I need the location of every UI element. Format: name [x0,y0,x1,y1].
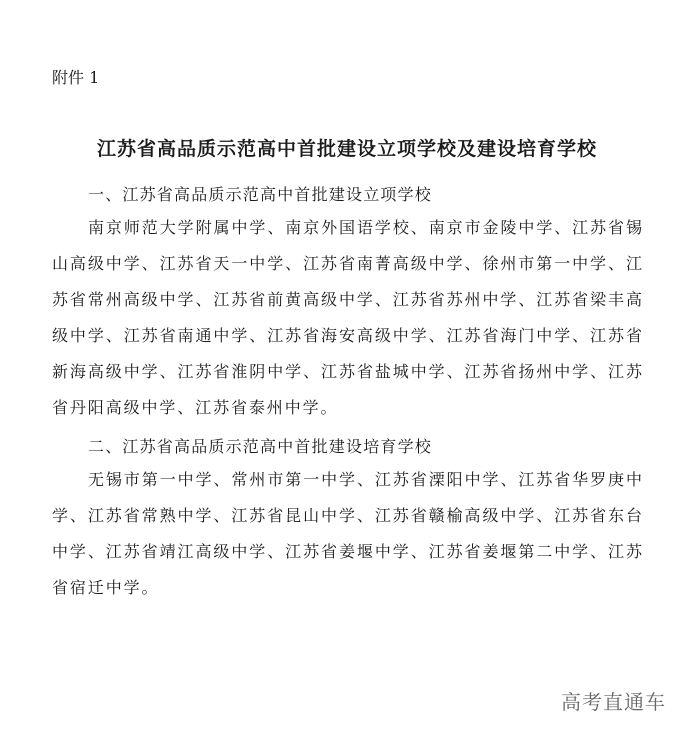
paragraph-line: 省宿迁中学。 [52,578,160,597]
paragraph-line: 新海高级中学、江苏省淮阴中学、江苏省盐城中学、江苏省扬州中学、江苏 [52,362,642,381]
attachment-label: 附件 1 [52,68,100,87]
paragraph-line: 级中学、江苏省南通中学、江苏省海安高级中学、江苏省海门中学、江苏省 [52,326,642,345]
paragraph-line: 南京师范大学附属中学、南京外国语学校、南京市金陵中学、江苏省锡 [88,218,642,237]
watermark: 高考直通车 [561,690,666,714]
paragraph-line: 中学、江苏省靖江高级中学、江苏省姜堰中学、江苏省姜堰第二中学、江苏 [52,542,642,561]
paragraph-line: 无锡市第一中学、常州市第一中学、江苏省溧阳中学、江苏省华罗庚中 [88,470,642,489]
section-heading-2: 二、江苏省高品质示范高中首批建设培育学校 [88,437,433,456]
document-title: 江苏省高品质示范高中首批建设立项学校及建设培育学校 [96,138,597,160]
paragraph-line: 山高级中学、江苏省天一中学、江苏省南菁高级中学、徐州市第一中学、江 [52,254,642,273]
paragraph-line: 苏省常州高级中学、江苏省前黄高级中学、江苏省苏州中学、江苏省梁丰高 [52,290,642,309]
paragraph-line: 学、江苏省常熟中学、江苏省昆山中学、江苏省赣榆高级中学、江苏省东台 [52,506,642,525]
paragraph-line: 省丹阳高级中学、江苏省泰州中学。 [52,398,339,417]
section-heading-1: 一、江苏省高品质示范高中首批建设立项学校 [88,185,433,204]
